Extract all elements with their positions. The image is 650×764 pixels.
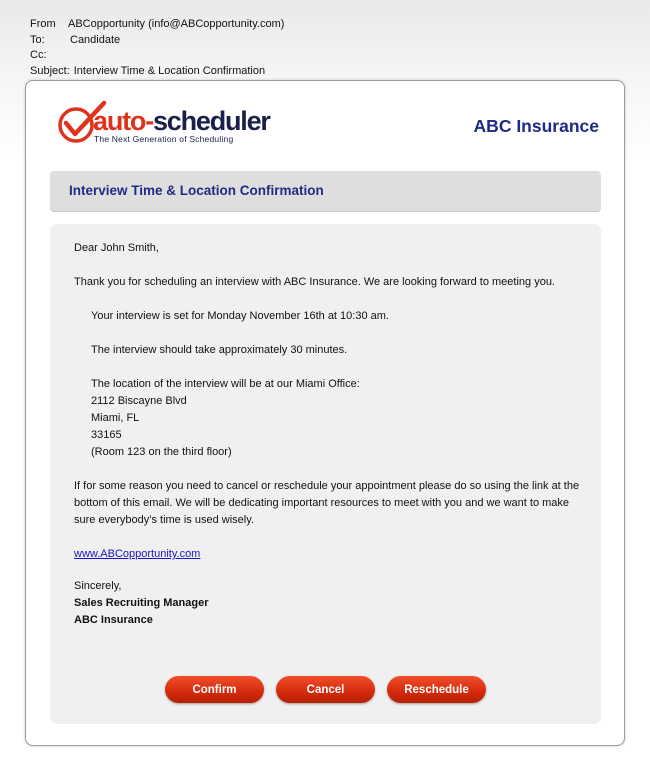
address-line-4: (Room 123 on the third floor): [91, 446, 232, 458]
from-value: ABCopportunity (info@ABCopportunity.com): [68, 18, 285, 30]
subject-row: [30, 64, 284, 80]
reschedule-button[interactable]: Reschedule: [387, 676, 486, 703]
signature-company: ABC Insurance: [74, 614, 153, 626]
subject-label: Subject:: [30, 64, 70, 77]
intro-paragraph: Thank you for scheduling an interview with ABC Insurance. We are looking forward to meeting you.: [74, 276, 555, 288]
page-title: Interview Time & Location Confirmation: [69, 183, 324, 198]
logo-wordmark: [93, 106, 270, 136]
greeting: Dear John Smith,: [74, 242, 159, 254]
action-buttons: [165, 676, 486, 703]
to-row: [30, 33, 284, 49]
from-row: [30, 17, 284, 33]
email-card: [25, 80, 625, 746]
signature-title: Sales Recruiting Manager: [74, 597, 209, 609]
location-block: [74, 376, 584, 461]
website-link[interactable]: www.ABCopportunity.com: [74, 548, 201, 560]
cc-label: Cc:: [30, 49, 47, 62]
logo-tagline: The Next Generation of Scheduling: [94, 134, 234, 144]
link-row: [74, 546, 584, 563]
auto-scheduler-logo: [56, 99, 270, 149]
email-headers: [30, 17, 284, 79]
message-content: [74, 240, 584, 629]
company-name: ABC Insurance: [473, 116, 599, 136]
subject-value: Interview Time & Location Confirmation: [73, 64, 266, 77]
cancel-note: If for some reason you need to cancel or reschedule your appointment please do so using the link at the bottom of this email. We will be dedicating important resources to meet with you and we want to make sure everybody’s time is used wisely.: [74, 480, 580, 526]
cc-row: [30, 48, 284, 64]
address-line-3: 33165: [91, 429, 122, 441]
from-label: From: [30, 18, 56, 30]
to-value: Candidate: [70, 33, 121, 46]
to-label: To:: [30, 33, 45, 46]
message-body: [50, 224, 601, 724]
logo-word-auto: auto-: [93, 106, 153, 136]
location-intro: The location of the interview will be at our Miami Office:: [91, 378, 360, 390]
cancel-button[interactable]: Cancel: [276, 676, 375, 703]
address-line-2: Miami, FL: [91, 412, 140, 424]
address-line-1: 2112 Biscayne Blvd: [91, 395, 187, 407]
interview-duration: The interview should take approximately 30 minutes.: [91, 344, 348, 356]
logo-word-scheduler: scheduler: [152, 106, 270, 136]
confirm-button[interactable]: Confirm: [165, 676, 264, 703]
interview-time: Your interview is set for Monday November 16th at 10:30 am.: [91, 310, 389, 322]
closing: Sincerely,: [74, 580, 122, 592]
title-bar: [50, 171, 601, 212]
